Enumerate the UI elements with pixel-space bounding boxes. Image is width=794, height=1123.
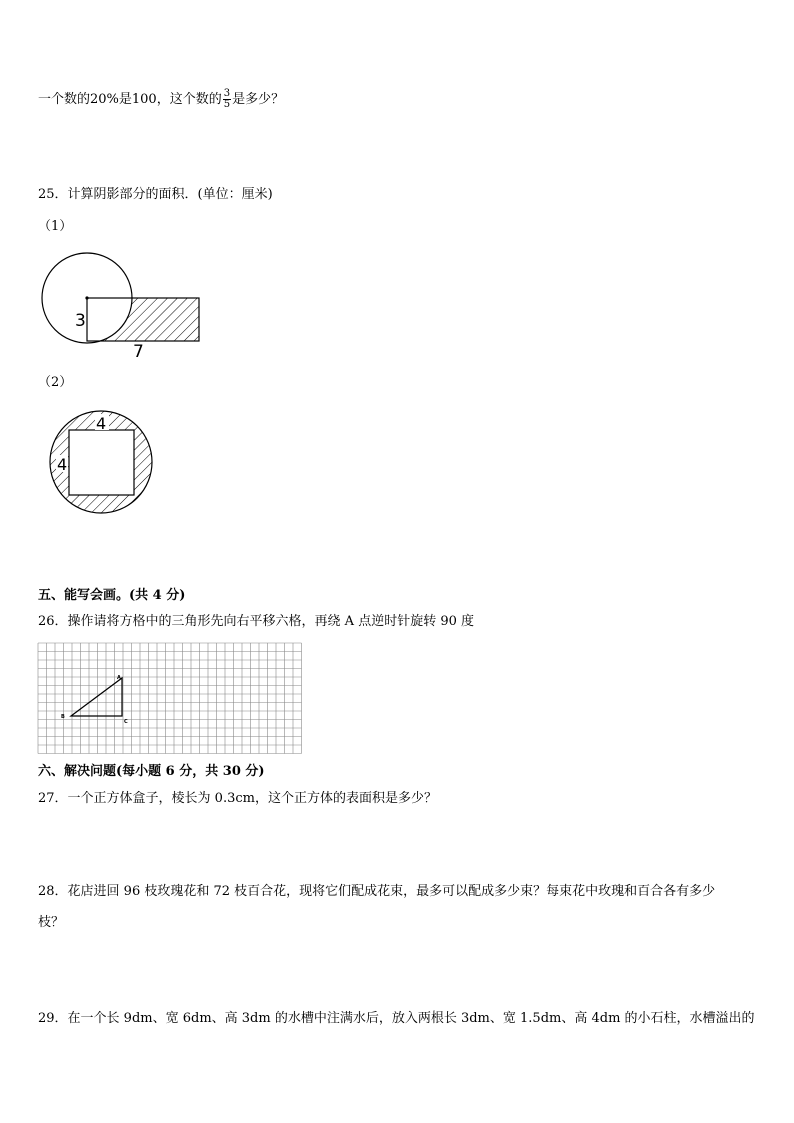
q26-point-b-label: B bbox=[61, 714, 65, 720]
q26-triangle bbox=[61, 675, 128, 725]
question-29: 29．在一个长 9dm、宽 6dm、高 3dm 的水槽中注满水后，放入两根长 3dm、宽 1.5dm、高 4dm 的小石柱，水槽溢出的 bbox=[38, 1011, 755, 1026]
q26-point-c-label: C bbox=[124, 719, 128, 725]
q24-fraction-denominator: 5 bbox=[223, 99, 231, 110]
section-5-title: 五、能写会画。(共 4 分) bbox=[38, 588, 186, 603]
question-28-line-2: 枝？ bbox=[38, 915, 65, 930]
section-6-title: 六、解决问题(每小题 6 分，共 30 分) bbox=[38, 764, 265, 779]
q24-fraction-numerator: 3 bbox=[223, 88, 231, 99]
question-26: 26．操作请将方格中的三角形先向右平移六格，再绕 A 点逆时针旋转 90 度 bbox=[38, 614, 475, 629]
q25-part1-label: （1） bbox=[38, 219, 73, 234]
question-28-line-1: 28．花店进回 96 枝玫瑰花和 72 枝百合花，现将它们配成花束，最多可以配成多少束？每束花中玫瑰和百合各有多少 bbox=[38, 884, 716, 899]
q25-part2-label: （2） bbox=[38, 375, 73, 390]
q25-fig2-side-label: 4 bbox=[57, 455, 68, 474]
q24-text-after: 是多少？ bbox=[232, 92, 285, 107]
question-25-title: 25．计算阴影部分的面积．(单位：厘米) bbox=[38, 187, 273, 202]
q25-fig1-center-dot bbox=[85, 296, 88, 299]
q25-fig1-height-label: 3 bbox=[75, 311, 86, 331]
q26-grid bbox=[38, 643, 302, 754]
q24-text-before: 一个数的20%是100，这个数的 bbox=[38, 92, 222, 107]
question-27: 27．一个正方体盒子，棱长为 0.3cm，这个正方体的表面积是多少？ bbox=[38, 791, 437, 806]
q26-point-a-label: A bbox=[117, 675, 121, 681]
q25-fig2-inner-square-fill bbox=[69, 430, 134, 495]
q25-figure-2 bbox=[40, 405, 165, 520]
q25-fig2-top-label: 4 bbox=[96, 414, 107, 433]
q25-fig1-length-label: 7 bbox=[133, 342, 144, 362]
